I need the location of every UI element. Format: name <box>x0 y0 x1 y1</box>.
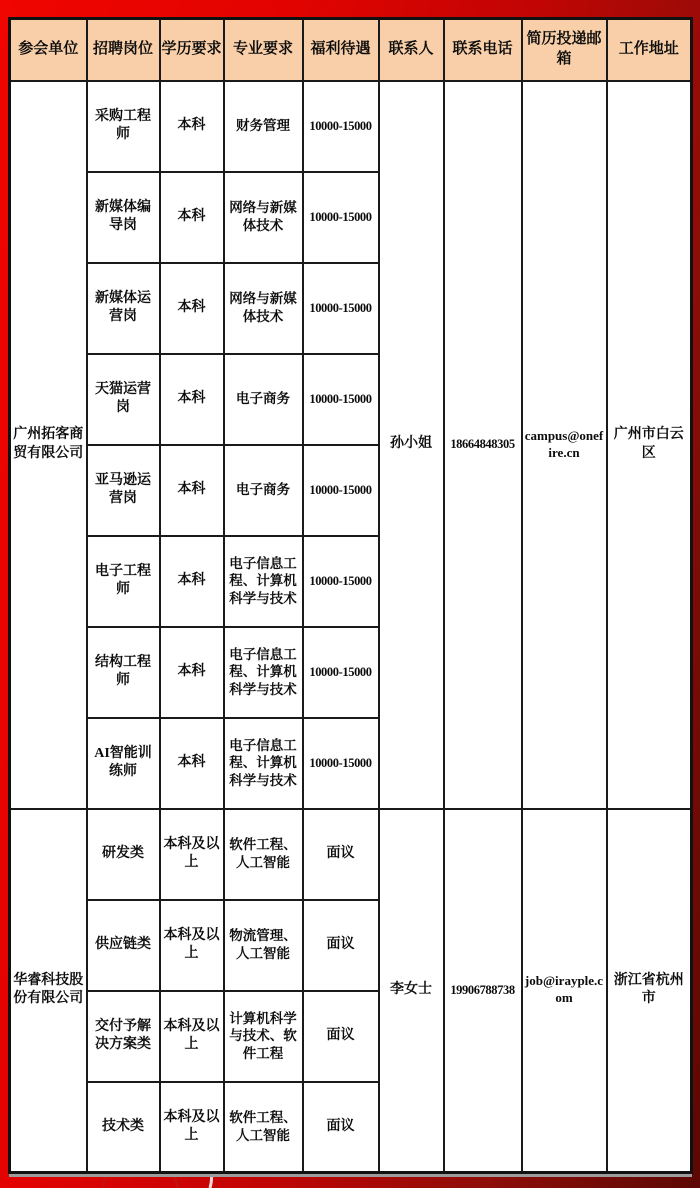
col-header-company: 参会单位 <box>10 19 87 81</box>
col-header-address: 工作地址 <box>607 19 692 81</box>
degree-cell: 本科 <box>160 536 224 627</box>
address-cell: 浙江省杭州市 <box>607 809 692 1173</box>
salary-cell: 面议 <box>303 991 379 1082</box>
major-cell: 电子商务 <box>224 445 303 536</box>
degree-cell: 本科 <box>160 263 224 354</box>
position-cell: 电子工程师 <box>87 536 160 627</box>
salary-cell: 10000-15000 <box>303 718 379 809</box>
major-cell: 物流管理、人工智能 <box>224 900 303 991</box>
col-header-salary: 福利待遇 <box>303 19 379 81</box>
major-cell: 电子信息工程、计算机科学与技术 <box>224 536 303 627</box>
major-cell: 电子信息工程、计算机科学与技术 <box>224 627 303 718</box>
degree-cell: 本科 <box>160 172 224 263</box>
degree-cell: 本科 <box>160 718 224 809</box>
contact-cell: 李女士 <box>379 809 444 1173</box>
phone-cell: 18664848305 <box>444 81 522 809</box>
header-row <box>10 19 692 81</box>
position-cell: 采购工程师 <box>87 81 160 172</box>
salary-cell: 10000-15000 <box>303 172 379 263</box>
major-cell: 软件工程、人工智能 <box>224 809 303 900</box>
salary-cell: 10000-15000 <box>303 354 379 445</box>
position-cell: 新媒体编导岗 <box>87 172 160 263</box>
address-cell: 广州市白云区 <box>607 81 692 809</box>
degree-cell: 本科及以上 <box>160 900 224 991</box>
degree-cell: 本科及以上 <box>160 991 224 1082</box>
degree-cell: 本科及以上 <box>160 809 224 900</box>
col-header-contact: 联系人 <box>379 19 444 81</box>
degree-cell: 本科 <box>160 354 224 445</box>
table-row <box>10 81 692 172</box>
salary-cell: 10000-15000 <box>303 81 379 172</box>
degree-cell: 本科及以上 <box>160 1082 224 1173</box>
salary-cell: 面议 <box>303 900 379 991</box>
salary-cell: 10000-15000 <box>303 445 379 536</box>
email-cell: job@irayple.com <box>522 809 607 1173</box>
position-cell: 研发类 <box>87 809 160 900</box>
degree-cell: 本科 <box>160 445 224 536</box>
col-header-position: 招聘岗位 <box>87 19 160 81</box>
company-name-cell: 华睿科技股份有限公司 <box>10 809 87 1173</box>
salary-cell: 10000-15000 <box>303 627 379 718</box>
degree-cell: 本科 <box>160 81 224 172</box>
job-fair-table <box>8 17 693 1174</box>
salary-cell: 面议 <box>303 1082 379 1173</box>
major-cell: 电子信息工程、计算机科学与技术 <box>224 718 303 809</box>
major-cell: 计算机科学与技术、软件工程 <box>224 991 303 1082</box>
position-cell: 技术类 <box>87 1082 160 1173</box>
salary-cell: 面议 <box>303 809 379 900</box>
table-row <box>10 809 692 900</box>
col-header-major: 专业要求 <box>224 19 303 81</box>
position-cell: AI智能训练师 <box>87 718 160 809</box>
major-cell: 网络与新媒体技术 <box>224 263 303 354</box>
col-header-degree: 学历要求 <box>160 19 224 81</box>
phone-cell: 19906788738 <box>444 809 522 1173</box>
major-cell: 软件工程、人工智能 <box>224 1082 303 1173</box>
degree-cell: 本科 <box>160 627 224 718</box>
col-header-phone: 联系电话 <box>444 19 522 81</box>
major-cell: 电子商务 <box>224 354 303 445</box>
position-cell: 亚马逊运营岗 <box>87 445 160 536</box>
salary-cell: 10000-15000 <box>303 263 379 354</box>
salary-cell: 10000-15000 <box>303 536 379 627</box>
col-header-email: 简历投递邮箱 <box>522 19 607 81</box>
position-cell: 交付予解决方案类 <box>87 991 160 1082</box>
position-cell: 新媒体运营岗 <box>87 263 160 354</box>
position-cell: 供应链类 <box>87 900 160 991</box>
position-cell: 天猫运营岗 <box>87 354 160 445</box>
contact-cell: 孙小姐 <box>379 81 444 809</box>
email-cell: campus@onefire.cn <box>522 81 607 809</box>
major-cell: 财务管理 <box>224 81 303 172</box>
position-cell: 结构工程师 <box>87 627 160 718</box>
major-cell: 网络与新媒体技术 <box>224 172 303 263</box>
company-name-cell: 广州拓客商贸有限公司 <box>10 81 87 809</box>
